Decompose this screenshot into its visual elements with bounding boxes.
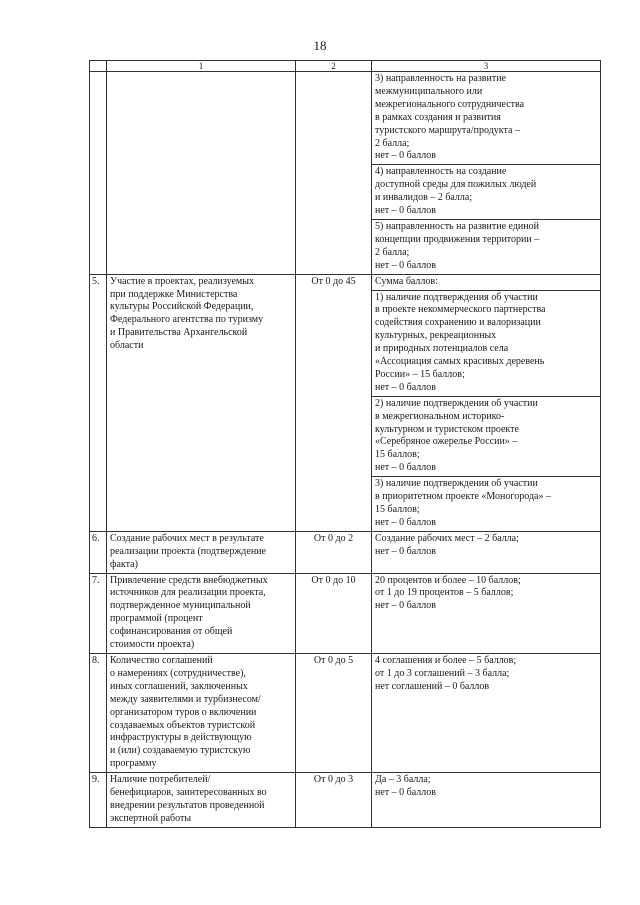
table-row [90,573,601,653]
criterion-detail-cell [372,165,601,220]
text-line: организатором туров о включении [110,706,257,718]
criterion-title-cell [107,653,296,772]
points-cell: От 0 до 2 [296,531,372,573]
points-cell: От 0 до 3 [296,773,372,828]
criterion-detail-cell [372,72,601,165]
text-line: 3) наличие подтверждения об участии [375,478,538,490]
text-line: 2 балла; [375,137,410,149]
text-line: нет – 0 баллов [375,259,436,271]
text-line: нет – 0 баллов [375,600,436,612]
text-line: иных соглашений, заключенных [110,680,248,692]
text-line: подтвержденное муниципальной [110,600,251,612]
criterion-detail-cell [372,531,601,573]
text-line: 15 баллов; [375,504,420,515]
text-line: культуры Российской Федерации, [110,301,254,313]
text-line: Федерального агентства по туризму [110,314,264,326]
table-row [90,773,601,828]
text-line: от 1 до 19 процентов – 5 баллов; [375,587,514,599]
criteria-table [89,60,601,828]
sum-label-cell: Сумма баллов: [372,274,601,290]
text-line: и инвалидов – 2 балла; [375,192,473,204]
points-cell [296,72,372,275]
criterion-title-cell [107,773,296,828]
text-line: нет – 0 баллов [375,462,436,474]
text-line: программу [110,758,157,770]
text-line: области [110,340,144,352]
text-line: между заявителями и турбизнесом/ [110,693,261,705]
text-line: 20 процентов и более – 10 баллов; [375,574,521,586]
text-line: в проекте некоммерческого партнерства [375,304,546,316]
text-line: в рамках создания и развития [375,111,501,123]
text-line: нет соглашений – 0 баллов [375,680,490,692]
text-line: туристского маршрута/продукта – [375,124,520,136]
text-line: 15 баллов; [375,449,420,461]
criterion-title-cell [107,573,296,653]
text-line: Создание рабочих мест в результате [110,532,264,544]
page-number: 18 [313,38,327,53]
text-line: 1) наличие подтверждения об участии [375,291,538,303]
text-line: «Ассоциация самых красивых деревень [375,356,545,368]
text-line: «Серебряное ожерелье России» – [375,436,518,448]
text-line: факта) [110,558,138,570]
text-line: Количество соглашений [110,654,213,666]
criterion-detail-cell [372,396,601,476]
text-line: 4 соглашения и более – 5 баллов; [375,654,517,666]
text-line: нет – 0 баллов [375,381,436,393]
points-cell: От 0 до 45 [296,274,372,531]
text-line: инфраструктуры в действующую [110,732,252,744]
text-line: в межрегиональном историко- [375,410,505,422]
table-row [90,72,601,165]
criterion-title-cell [107,531,296,573]
criterion-detail-cell [372,773,601,828]
text-line: содействия сохранению и валоризации [375,317,541,329]
text-line: и (или) создаваемую туристскую [110,745,251,757]
row-number-cell: 7. [90,573,107,653]
text-line: создаваемых объектов туристской [110,719,256,731]
criterion-title-cell [107,72,296,275]
row-number-cell: 8. [90,653,107,772]
table-row [90,653,601,772]
text-line: 5) направленность на развитие единой [375,220,539,232]
text-line: Наличие потребителей/ [110,774,211,786]
text-line: концепции продвижения территории – [375,233,540,245]
text-line: от 1 до 3 соглашений – 3 балла; [375,667,510,679]
text-line: нет – 0 баллов [375,516,436,528]
text-line: доступной среды для пожилых людей [375,179,537,191]
criterion-title-cell [107,274,296,531]
row-number-cell: 9. [90,773,107,828]
row-number-cell: 5. [90,274,107,531]
text-line: и Правительства Архангельской [110,327,248,339]
text-line: Создание рабочих мест – 2 балла; [375,532,519,544]
text-line: межрегионального сотрудничества [375,98,525,110]
criterion-detail-cell [372,290,601,396]
text-line: 2) наличие подтверждения об участии [375,397,538,409]
text-line: внедрении результатов проведенной [110,799,265,811]
header-cell: 2 [296,61,372,72]
text-line: стоимости проекта) [110,639,195,651]
text-line: реализации проекта (подтверждение [110,545,266,557]
text-line: в приоритетном проекте «Моногорода» – [375,491,551,503]
header-cell: 3 [372,61,601,72]
text-line: программой (процент [110,613,203,625]
text-line: бенефициаров, заинтересованных во [110,787,267,799]
text-line: 2 балла; [375,246,410,258]
header-cell: 1 [107,61,296,72]
text-line: Привлечение средств внебюджетных [110,574,268,586]
table-header-row [90,61,601,72]
text-line: России» – 15 баллов; [375,368,465,380]
text-line: нет – 0 баллов [375,545,436,557]
text-line: 3) направленность на развитие [375,73,507,84]
text-line: нет – 0 баллов [375,787,436,799]
text-line: культурных, рекреационных [375,330,497,342]
text-line: и природных потенциалов села [375,343,509,355]
text-line: при поддержке Министерства [110,288,238,300]
points-cell: От 0 до 5 [296,653,372,772]
text-line: экспертной работы [110,812,192,824]
criterion-detail-cell [372,219,601,274]
text-line: нет – 0 баллов [375,205,436,217]
text-line: 4) направленность на создание [375,166,507,178]
criterion-detail-cell [372,653,601,772]
text-line: софинансирования от общей [110,626,233,638]
text-line: нет – 0 баллов [375,150,436,162]
table-row [90,274,601,290]
text-line: о намерениях (сотрудничестве), [110,667,246,679]
criterion-detail-cell [372,477,601,532]
criterion-detail-cell [372,573,601,653]
text-line: межмуниципального или [375,85,483,97]
header-cell [90,61,107,72]
text-line: источников для реализации проекта, [110,587,266,599]
row-number-cell [90,72,107,275]
table-row [90,531,601,573]
row-number-cell: 6. [90,531,107,573]
points-cell: От 0 до 10 [296,573,372,653]
text-line: культурном и туристском проекте [375,423,519,435]
text-line: Да – 3 балла; [375,774,431,786]
text-line: Участие в проектах, реализуемых [110,275,254,287]
